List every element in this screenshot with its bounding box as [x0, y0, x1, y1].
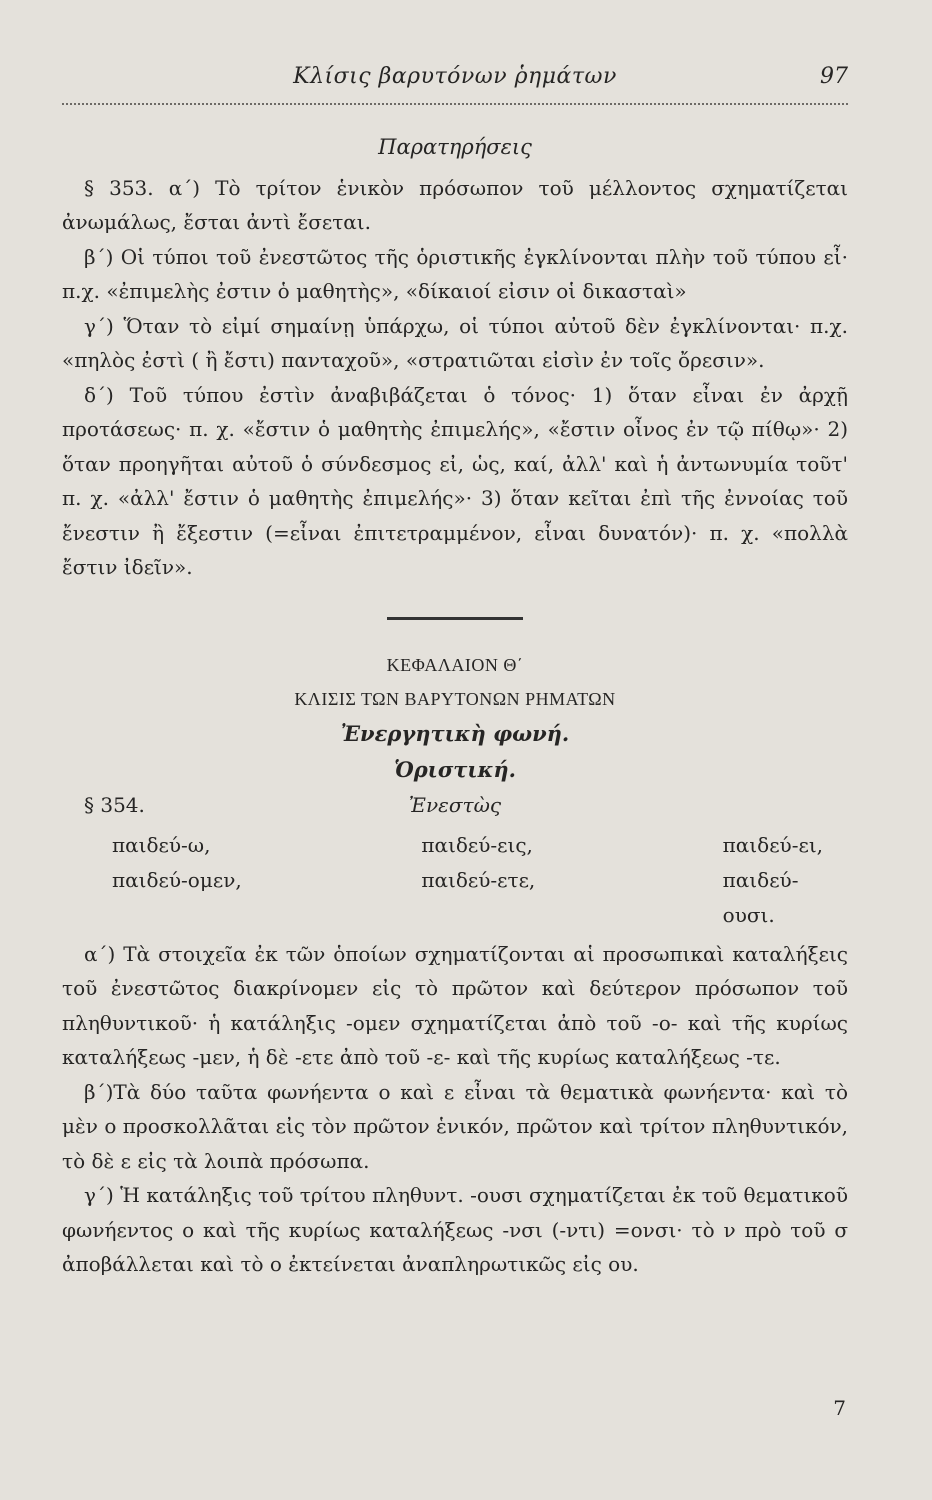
signature-mark: 7: [833, 1396, 846, 1420]
tense-heading: Ἐνεστὼς: [408, 792, 502, 817]
conjugation-form: παιδεύ-ετε,: [421, 867, 536, 892]
remarks-heading: Παρατηρήσεις: [378, 135, 532, 159]
section-divider: [387, 617, 523, 620]
chapter-title: ΚΕΦΑΛΑΙΟΝ Θ΄: [386, 654, 524, 675]
header-rule: [62, 103, 848, 105]
section-number: § 354.: [84, 792, 145, 817]
remark-paragraph: δ΄) Τοῦ τύπου ἐστὶν ἀναβιβάζεται ὁ τόνος· 1) ὅταν εἶναι ἐν ἀρχῇ προτάσεως· π. χ. «ἔστιν ὁ μαθητὴς ἐπιμελής», «ἔστιν οἶνος ἐν τῷ πίθῳ»· 2) ὅταν προηγῆται αὐτοῦ ὁ σύνδεσμος εἰ, ὡς, καί, ἀλλ' καὶ ἡ ἀντωνυμία τοῦτ' π. χ. «ἀλλ' ἔστιν ὁ μαθητὴς ἐπιμελής»· 3) ὅταν κεῖται ἐπὶ τῆς ἐννοίας τοῦ ἔνεστιν ἢ ἔξεστιν (=εἶναι ἐπιτετραμμένον, εἶναι δυνατόν)· π. χ. «πολλὰ ἔστιν ἰδεῖν».: [62, 382, 848, 579]
chapter-subtitle: ΚΛΙΣΙΣ ΤΩΝ ΒΑΡΥΤΟΝΩΝ ΡΗΜΑΤΩΝ: [294, 688, 616, 709]
note-paragraph: γ΄) Ἡ κατάληξις τοῦ τρίτου πληθυντ. -ουσι σχηματίζεται ἐκ τοῦ θεματικοῦ φωνήεντος ο καὶ τῆς κυρίως καταλήξεως -νσι (-ντι) =ονσι· τὸ ν πρὸ τοῦ σ ἀποβάλλεται καὶ τὸ ο ἐκτείνεται ἀναπληρωτικῶς εἰς ου.: [62, 1183, 848, 1276]
remark-paragraph: § 353. α΄) Τὸ τρίτον ἑνικὸν πρόσωπον τοῦ μέλλοντος σχηματίζεται ἀνωμάλως, ἔσται ἀντὶ ἔσεται.: [62, 175, 848, 234]
remark-paragraph: γ΄) Ὅταν τὸ εἰμί σημαίνῃ ὑπάρχω, οἱ τύποι αὐτοῦ δὲν ἐγκλίνονται· π.χ. «πηλὸς ἐστὶ ( ἢ ἔστι) πανταχοῦ», «στρατιῶται εἰσὶν ἐν τοῖς ὄρεσιν».: [62, 313, 848, 372]
mood-heading: Ὁριστική.: [394, 756, 516, 782]
note-paragraph: β΄)Τὰ δύο ταῦτα φωνήεντα ο καὶ ε εἶναι τὰ θεματικὰ φωνήεντα· καὶ τὸ μὲν ο προσκολλᾶται εἰς τὸν πρῶτον ἑνικόν, πρῶτον καὶ τρίτον πληθυντικόν, τὸ δὲ ε εἰς τὰ λοιπὰ πρόσωπα.: [62, 1079, 848, 1173]
note-paragraph: α΄) Τὰ στοιχεῖα ἐκ τῶν ὁποίων σχηματίζονται αἱ προσωπικαὶ καταλήξεις τοῦ ἐνεστῶτος διακρίνομεν εἰς τὸ πρῶτον καὶ δεύτερον πρόσωπον τοῦ πληθυντικοῦ· ἡ κατάληξις -ομεν σχηματίζεται ἀπὸ τοῦ -ο- καὶ τῆς κυρίως καταλήξεως -μεν, ἡ δὲ -ετε ἀπὸ τοῦ -ε- καὶ τῆς κυρίως καταλήξεως -τε.: [62, 941, 848, 1069]
remark-paragraph: β΄) Οἱ τύποι τοῦ ἐνεστῶτος τῆς ὁριστικῆς ἐγκλίνονται πλὴν τοῦ τύπου εἶ· π.χ. «ἐπιμελὴς ἐστιν ὁ μαθητὴς», «δίκαιοί εἰσιν οἱ δικασταὶ»: [62, 244, 848, 303]
conjugation-table: [62, 828, 848, 933]
page-body: [62, 130, 848, 1282]
conjugation-form: παιδεύ-ω,: [112, 832, 211, 857]
running-title: Κλίσις βαρυτόνων ῥημάτων: [293, 64, 617, 89]
voice-heading: Ἐνεργητικὴ φωνή.: [340, 720, 570, 746]
conjugation-form: παιδεύ-ει,: [722, 832, 824, 857]
page-number: 97: [820, 64, 848, 89]
tense-row: [62, 788, 848, 828]
page-header: [62, 64, 848, 96]
conjugation-form: παιδεύ-ουσι.: [722, 867, 799, 927]
conjugation-form: παιδεύ-ομεν,: [112, 867, 242, 892]
conjugation-form: παιδεύ-εις,: [421, 832, 533, 857]
